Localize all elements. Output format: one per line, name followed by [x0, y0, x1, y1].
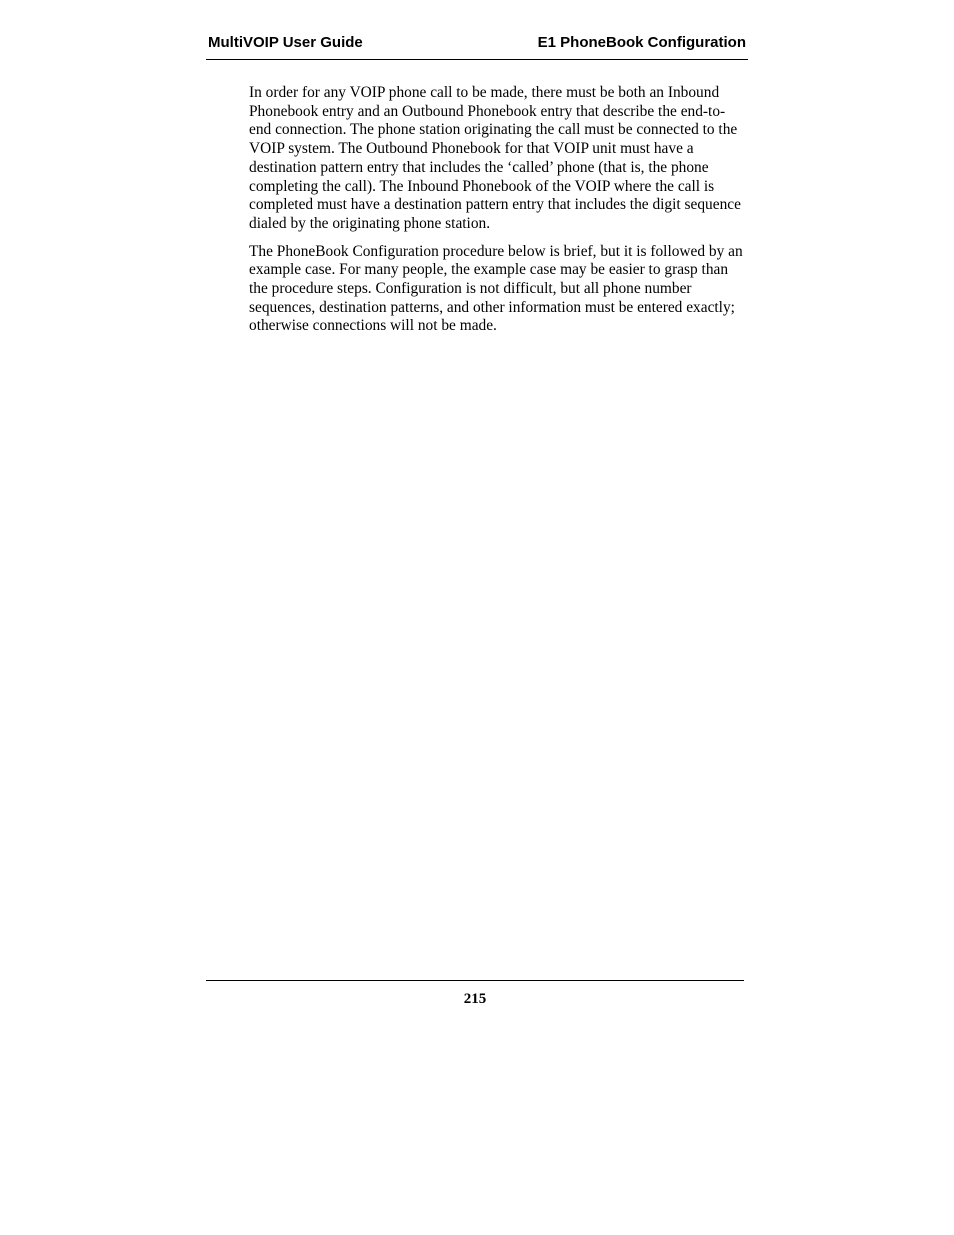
page-number: 215 — [463, 991, 487, 1007]
body-text — [249, 84, 745, 345]
body-paragraph: The PhoneBook Configuration procedure below is brief, but it is followed by an example case. For many people, the example case may be easier to grasp than the procedure steps. Configuration is not difficult, but all phone number sequences, destination patterns, and other information must be entered exactly; otherwise connections will not be made. — [249, 242, 743, 335]
page-header — [206, 33, 748, 60]
section-title: E1 PhoneBook Configuration — [537, 34, 746, 51]
document-title: MultiVOIP User Guide — [208, 34, 363, 51]
body-paragraph: In order for any VOIP phone call to be made, there must be both an Inbound Phonebook entry and an Outbound Phonebook entry that describe the end-to-end connection. The phone station originating the call must be connected to the VOIP system. The Outbound Phonebook for that VOIP unit must have a destination pattern entry that includes the ‘called’ phone (that is, the phone completing the call). The Inbound Phonebook of the VOIP where the call is completed must have a destination pattern entry that includes the digit sequence dialed by the originating phone station. — [249, 84, 741, 232]
footer-rule — [206, 980, 744, 981]
